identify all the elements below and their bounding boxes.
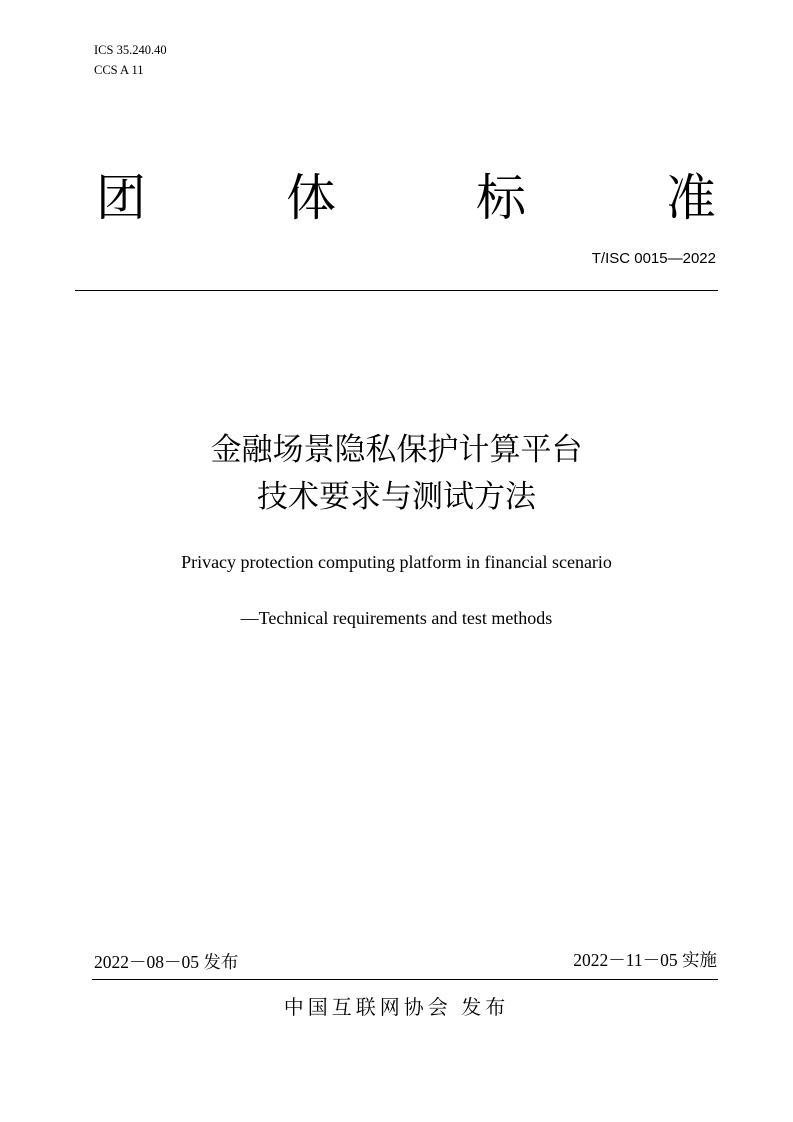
standard-number: T/ISC 0015—2022 xyxy=(591,250,716,267)
standard-type-char-1: 团 xyxy=(96,169,146,227)
bottom-divider xyxy=(92,979,718,980)
implementation-date: 2022－11－05 实施 xyxy=(573,950,717,970)
standard-type-char-3: 标 xyxy=(476,169,526,227)
standard-type-char-4: 准 xyxy=(666,169,716,227)
publisher: 中国互联网协会 发布 xyxy=(283,997,510,1019)
top-divider xyxy=(75,290,718,291)
title-en-line-1: Privacy protection computing platform in financial scenario xyxy=(181,552,612,572)
ics-code: ICS 35.240.40 xyxy=(94,43,167,57)
issue-date: 2022－08－05 发布 xyxy=(94,952,239,972)
title-cn-line-1: 金融场景隐私保护计算平台 xyxy=(210,432,583,467)
title-en-line-2: —Technical requirements and test methods xyxy=(240,608,553,628)
standard-type-char-2: 体 xyxy=(286,169,336,227)
standard-type-heading xyxy=(96,165,716,231)
ccs-code: CCS A 11 xyxy=(94,63,144,77)
title-cn-line-2: 技术要求与测试方法 xyxy=(257,479,536,514)
